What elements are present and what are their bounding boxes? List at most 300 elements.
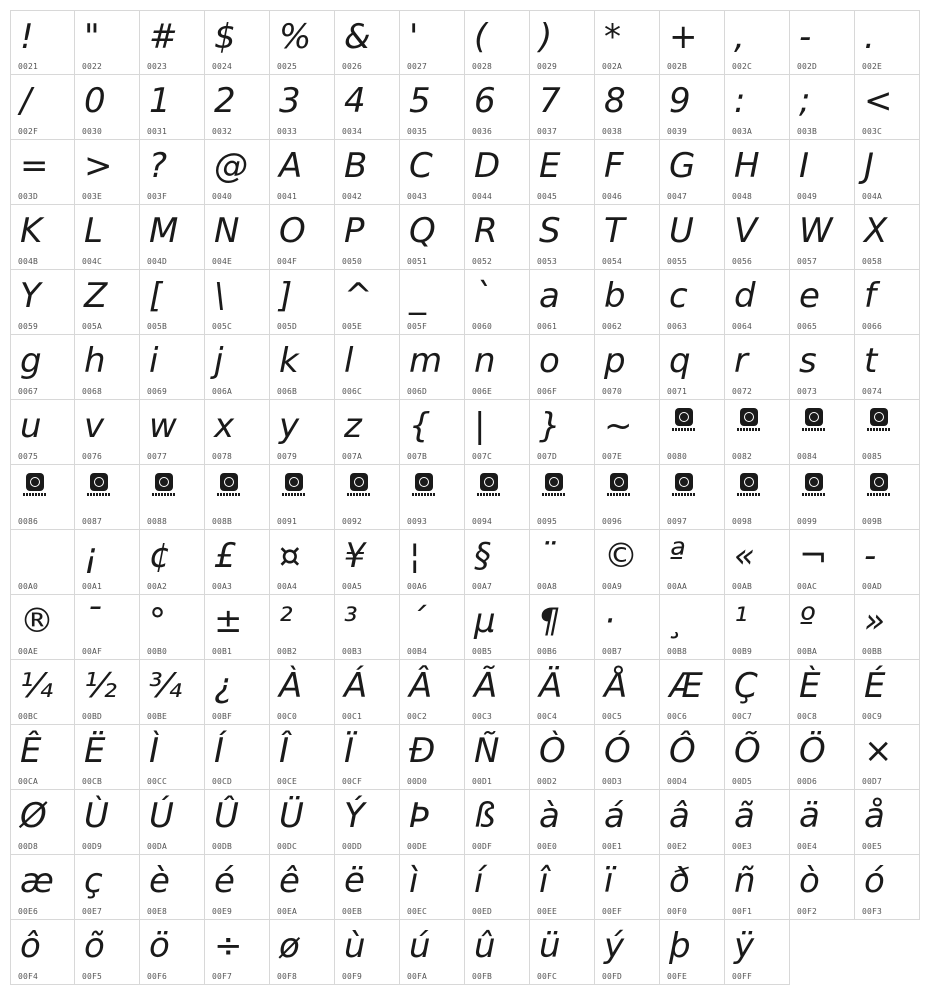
- glyph-codepoint: 00F9: [342, 972, 363, 981]
- glyph-sample: (: [474, 17, 488, 57]
- glyph-cell: [400, 660, 465, 725]
- glyph-cell: [140, 140, 205, 205]
- glyph-cell: [335, 660, 400, 725]
- glyph-codepoint: 00C3: [472, 712, 493, 721]
- glyph-cell: [205, 335, 270, 400]
- glyph-sample: -: [799, 17, 812, 57]
- glyph-sample: \: [214, 276, 226, 316]
- glyph-cell: [140, 75, 205, 140]
- glyph-cell: [270, 400, 335, 465]
- glyph-codepoint: 00C1: [342, 712, 363, 721]
- glyph-cell: [855, 595, 920, 660]
- glyph-cell: [270, 140, 335, 205]
- glyph-sample: µ: [474, 601, 496, 641]
- glyph-cell: [75, 595, 140, 660]
- glyph-codepoint: 006C: [342, 387, 363, 396]
- glyph-cell: [270, 205, 335, 270]
- glyph-cell: [75, 400, 140, 465]
- glyph-cell: [465, 75, 530, 140]
- glyph-codepoint: 0022: [82, 62, 103, 71]
- glyph-codepoint: 003A: [732, 127, 753, 136]
- glyph-codepoint: 004D: [147, 257, 168, 266]
- glyph-sample: m: [409, 341, 443, 381]
- glyph-cell: [10, 75, 75, 140]
- glyph-codepoint: 00B3: [342, 647, 363, 656]
- glyph-sample: @: [214, 146, 248, 186]
- glyph-cell: [10, 790, 75, 855]
- glyph-codepoint: 00D7: [862, 777, 883, 786]
- glyph-cell: [595, 920, 660, 985]
- glyph-cell: [725, 530, 790, 595]
- glyph-codepoint: 00B9: [732, 647, 753, 656]
- glyph-sample: §: [474, 536, 491, 576]
- glyph-cell: [790, 465, 855, 530]
- glyph-codepoint: 0097: [667, 517, 688, 526]
- glyph-sample: ¼: [20, 666, 53, 706]
- fonts4free-logo-icon: [867, 473, 893, 496]
- glyph-codepoint: 0057: [797, 257, 818, 266]
- glyph-codepoint: 002F: [18, 127, 39, 136]
- glyph-codepoint: 0033: [277, 127, 298, 136]
- glyph-codepoint: 002B: [667, 62, 688, 71]
- glyph-cell: [530, 270, 595, 335]
- glyph-cell: [335, 920, 400, 985]
- glyph-codepoint: 0037: [537, 127, 558, 136]
- glyph-cell: [205, 75, 270, 140]
- glyph-cell: [790, 140, 855, 205]
- glyph-codepoint: 00BE: [147, 712, 168, 721]
- glyph-sample: É: [864, 666, 886, 706]
- glyph-codepoint: 00C7: [732, 712, 753, 721]
- glyph-sample: |: [474, 406, 486, 446]
- glyph-cell: [335, 140, 400, 205]
- glyph-sample: 5: [409, 81, 431, 121]
- glyph-sample: ©: [604, 536, 638, 576]
- glyph-sample: #: [149, 17, 178, 57]
- glyph-sample: b: [604, 276, 626, 316]
- glyph-sample: »: [864, 601, 885, 641]
- glyph-sample: Ì: [149, 731, 160, 771]
- glyph-cell: [855, 205, 920, 270]
- glyph-sample: n: [474, 341, 496, 381]
- glyph-sample: a: [539, 276, 560, 316]
- glyph-sample: D: [474, 146, 501, 186]
- glyph-codepoint: 004C: [82, 257, 103, 266]
- glyph-codepoint: 005A: [82, 322, 103, 331]
- glyph-codepoint: 00C6: [667, 712, 688, 721]
- glyph-sample: u: [20, 406, 42, 446]
- glyph-sample: }: [539, 406, 561, 446]
- glyph-cell: [400, 790, 465, 855]
- glyph-cell: [725, 335, 790, 400]
- glyph-codepoint: 0067: [18, 387, 39, 396]
- glyph-codepoint: 00D3: [602, 777, 623, 786]
- glyph-cell: [400, 335, 465, 400]
- glyph-cell: [10, 855, 75, 920]
- fonts4free-logo-icon: [607, 473, 633, 496]
- glyph-cell: [400, 75, 465, 140]
- glyph-cell: [660, 855, 725, 920]
- glyph-codepoint: 00D1: [472, 777, 493, 786]
- glyph-sample: B: [344, 146, 368, 186]
- glyph-sample: Ë: [84, 731, 106, 771]
- glyph-cell: [790, 400, 855, 465]
- glyph-sample: Q: [409, 211, 436, 251]
- glyph-cell: [140, 205, 205, 270]
- fonts4free-logo-icon: [477, 473, 503, 496]
- glyph-cell: [140, 595, 205, 660]
- glyph-codepoint: 00DF: [472, 842, 493, 851]
- glyph-sample: Î: [279, 731, 290, 771]
- glyph-sample: X: [864, 211, 888, 251]
- glyph-cell: [790, 855, 855, 920]
- glyph-cell: [270, 595, 335, 660]
- glyph-sample: e: [799, 276, 820, 316]
- glyph-sample: J: [864, 146, 875, 186]
- glyph-sample: !: [20, 17, 34, 57]
- glyph-cell: [140, 400, 205, 465]
- glyph-cell: [465, 10, 530, 75]
- glyph-cell: [465, 855, 530, 920]
- glyph-cell: [595, 660, 660, 725]
- glyph-cell: [335, 725, 400, 790]
- glyph-cell: [10, 920, 75, 985]
- glyph-sample: ß: [474, 796, 496, 836]
- glyph-sample: ¦: [409, 536, 421, 576]
- glyph-codepoint: 00CE: [277, 777, 298, 786]
- glyph-cell: [660, 920, 725, 985]
- glyph-codepoint: 00AE: [18, 647, 39, 656]
- glyph-codepoint: 00A7: [472, 582, 493, 591]
- glyph-sample: è: [149, 861, 170, 901]
- glyph-cell: [10, 660, 75, 725]
- glyph-codepoint: 0055: [667, 257, 688, 266]
- glyph-codepoint: 002A: [602, 62, 623, 71]
- glyph-cell: [205, 205, 270, 270]
- glyph-cell: [855, 465, 920, 530]
- glyph-codepoint: 0070: [602, 387, 623, 396]
- glyph-codepoint: 00D5: [732, 777, 753, 786]
- fonts4free-logo-icon: [542, 473, 568, 496]
- glyph-cell: [855, 270, 920, 335]
- glyph-cell: [855, 855, 920, 920]
- glyph-cell: [270, 465, 335, 530]
- glyph-codepoint: 008B: [212, 517, 233, 526]
- glyph-sample: Ü: [279, 796, 304, 836]
- glyph-codepoint: 00B1: [212, 647, 233, 656]
- glyph-codepoint: 00EA: [277, 907, 298, 916]
- glyph-sample: á: [604, 796, 625, 836]
- glyph-sample: H: [734, 146, 760, 186]
- glyph-sample: `: [474, 276, 491, 316]
- glyph-sample: h: [84, 341, 106, 381]
- glyph-codepoint: 0056: [732, 257, 753, 266]
- glyph-cell: [660, 75, 725, 140]
- glyph-cell: [530, 530, 595, 595]
- glyph-cell: [855, 335, 920, 400]
- glyph-cell: [465, 140, 530, 205]
- glyph-cell: [10, 465, 75, 530]
- glyph-sample: û: [474, 926, 496, 966]
- glyph-cell: [530, 335, 595, 400]
- glyph-cell: [75, 790, 140, 855]
- glyph-codepoint: 0047: [667, 192, 688, 201]
- glyph-cell: [400, 855, 465, 920]
- glyph-cell: [595, 595, 660, 660]
- glyph-codepoint: 0030: [82, 127, 103, 136]
- glyph-codepoint: 0025: [277, 62, 298, 71]
- glyph-codepoint: 00BF: [212, 712, 233, 721]
- glyph-sample: Õ: [734, 731, 761, 771]
- glyph-cell: [335, 270, 400, 335]
- glyph-cell: [530, 660, 595, 725]
- glyph-sample: y: [279, 406, 300, 446]
- glyph-sample: R: [474, 211, 498, 251]
- glyph-codepoint: 00D0: [407, 777, 428, 786]
- glyph-codepoint: 00C2: [407, 712, 428, 721]
- glyph-cell: [465, 725, 530, 790]
- glyph-codepoint: 00DC: [277, 842, 298, 851]
- glyph-cell: [855, 10, 920, 75]
- glyph-sample: C: [409, 146, 433, 186]
- glyph-sample: x: [214, 406, 235, 446]
- glyph-sample: Ø: [20, 796, 47, 836]
- glyph-sample: t: [864, 341, 878, 381]
- glyph-codepoint: 00A0: [18, 582, 39, 591]
- glyph-codepoint: 00BD: [82, 712, 103, 721]
- glyph-codepoint: 0021: [18, 62, 39, 71]
- glyph-codepoint: 0038: [602, 127, 623, 136]
- glyph-cell: [855, 790, 920, 855]
- glyph-codepoint: 00FF: [732, 972, 753, 981]
- glyph-sample: Å: [604, 666, 628, 706]
- glyph-sample: ,: [734, 17, 745, 57]
- glyph-codepoint: 00E8: [147, 907, 168, 916]
- glyph-codepoint: 00EF: [602, 907, 623, 916]
- glyph-sample: â: [669, 796, 690, 836]
- glyph-codepoint: 0063: [667, 322, 688, 331]
- glyph-cell: [595, 205, 660, 270]
- glyph-cell: [270, 725, 335, 790]
- glyph-cell: [75, 270, 140, 335]
- glyph-codepoint: 0085: [862, 452, 883, 461]
- glyph-sample: d: [734, 276, 756, 316]
- glyph-codepoint: 003E: [82, 192, 103, 201]
- glyph-codepoint: 007B: [407, 452, 428, 461]
- glyph-sample: Á: [344, 666, 368, 706]
- glyph-cell: [335, 855, 400, 920]
- glyph-cell: [725, 205, 790, 270]
- glyph-sample: õ: [84, 926, 105, 966]
- glyph-cell: [660, 270, 725, 335]
- glyph-cell: [595, 75, 660, 140]
- glyph-codepoint: 00CF: [342, 777, 363, 786]
- glyph-cell: [725, 920, 790, 985]
- glyph-codepoint: 006D: [407, 387, 428, 396]
- glyph-codepoint: 00B6: [537, 647, 558, 656]
- glyph-codepoint: 0086: [18, 517, 39, 526]
- glyph-cell: [790, 10, 855, 75]
- glyph-codepoint: 00F2: [797, 907, 818, 916]
- glyph-cell: [270, 530, 335, 595]
- glyph-codepoint: 00AA: [667, 582, 688, 591]
- glyph-cell: [465, 335, 530, 400]
- glyph-codepoint: 0093: [407, 517, 428, 526]
- glyph-sample: Ö: [799, 731, 826, 771]
- glyph-codepoint: 00DA: [147, 842, 168, 851]
- glyph-codepoint: 00B7: [602, 647, 623, 656]
- glyph-sample: c: [669, 276, 688, 316]
- glyph-codepoint: 0054: [602, 257, 623, 266]
- glyph-codepoint: 0065: [797, 322, 818, 331]
- glyph-cell: [400, 10, 465, 75]
- glyph-codepoint: 0064: [732, 322, 753, 331]
- glyph-sample: F: [604, 146, 624, 186]
- glyph-codepoint: 004B: [18, 257, 39, 266]
- glyph-sample: w: [149, 406, 177, 446]
- glyph-cell: [660, 725, 725, 790]
- glyph-sample: æ: [20, 861, 54, 901]
- glyph-codepoint: 0061: [537, 322, 558, 331]
- glyph-sample: U: [669, 211, 694, 251]
- glyph-sample: ]: [279, 276, 293, 316]
- glyph-codepoint: 0075: [18, 452, 39, 461]
- glyph-sample: l: [344, 341, 354, 381]
- glyph-cell: [725, 140, 790, 205]
- glyph-sample: ÷: [214, 926, 243, 966]
- glyph-cell: [205, 400, 270, 465]
- glyph-sample: o: [539, 341, 560, 381]
- glyph-codepoint: 0048: [732, 192, 753, 201]
- glyph-sample: ': [409, 17, 419, 57]
- glyph-sample: í: [474, 861, 484, 901]
- glyph-sample: ù: [344, 926, 366, 966]
- glyph-codepoint: 004F: [277, 257, 298, 266]
- glyph-cell: [400, 530, 465, 595]
- glyph-cell: [400, 920, 465, 985]
- glyph-cell: [530, 465, 595, 530]
- glyph-codepoint: 007E: [602, 452, 623, 461]
- glyph-cell: [10, 10, 75, 75]
- glyph-codepoint: 00A6: [407, 582, 428, 591]
- glyph-codepoint: 0058: [862, 257, 883, 266]
- glyph-codepoint: 0071: [667, 387, 688, 396]
- glyph-codepoint: 003C: [862, 127, 883, 136]
- glyph-sample: ×: [864, 731, 893, 771]
- glyph-sample: ¯: [84, 601, 101, 641]
- glyph-sample: j: [214, 341, 224, 381]
- glyph-codepoint: 00E0: [537, 842, 558, 851]
- glyph-sample: ): [539, 17, 553, 57]
- glyph-cell: [595, 725, 660, 790]
- glyph-codepoint: 006E: [472, 387, 493, 396]
- glyph-sample: q: [669, 341, 691, 381]
- glyph-cell: [140, 10, 205, 75]
- glyph-sample: G: [669, 146, 696, 186]
- glyph-sample: ô: [20, 926, 41, 966]
- glyph-cell: [75, 530, 140, 595]
- fonts4free-logo-icon: [867, 408, 893, 431]
- glyph-cell: [660, 10, 725, 75]
- glyph-sample: A: [279, 146, 303, 186]
- glyph-codepoint: 0027: [407, 62, 428, 71]
- glyph-cell: [530, 400, 595, 465]
- glyph-cell: [75, 660, 140, 725]
- glyph-cell: [595, 10, 660, 75]
- glyph-codepoint: 0094: [472, 517, 493, 526]
- glyph-cell: [595, 855, 660, 920]
- glyph-cell: [270, 75, 335, 140]
- glyph-codepoint: 0084: [797, 452, 818, 461]
- glyph-codepoint: 003D: [18, 192, 39, 201]
- fonts4free-logo-icon: [217, 473, 243, 496]
- glyph-grid: [10, 10, 920, 985]
- fonts4free-logo-icon: [802, 473, 828, 496]
- glyph-sample: Ù: [84, 796, 109, 836]
- glyph-codepoint: 00A8: [537, 582, 558, 591]
- glyph-codepoint: 00BC: [18, 712, 39, 721]
- glyph-sample: W: [799, 211, 833, 251]
- glyph-sample: Ã: [474, 666, 498, 706]
- glyph-cell: [75, 725, 140, 790]
- glyph-codepoint: 00E4: [797, 842, 818, 851]
- glyph-cell: [335, 530, 400, 595]
- fonts4free-logo-icon: [23, 473, 49, 496]
- glyph-sample: K: [20, 211, 43, 251]
- glyph-sample: é: [214, 861, 235, 901]
- glyph-sample: z: [344, 406, 362, 446]
- glyph-sample: «: [734, 536, 755, 576]
- glyph-codepoint: 00C8: [797, 712, 818, 721]
- glyph-sample: S: [539, 211, 561, 251]
- glyph-cell: [530, 10, 595, 75]
- glyph-codepoint: 0078: [212, 452, 233, 461]
- glyph-codepoint: 005B: [147, 322, 168, 331]
- glyph-sample: f: [864, 276, 876, 316]
- glyph-sample: ¶: [539, 601, 561, 641]
- glyph-cell: [790, 660, 855, 725]
- glyph-cell: [855, 530, 920, 595]
- glyph-sample: ±: [214, 601, 243, 641]
- glyph-codepoint: 00AB: [732, 582, 753, 591]
- glyph-codepoint: 009B: [862, 517, 883, 526]
- glyph-cell: [530, 595, 595, 660]
- glyph-sample: ³: [344, 601, 358, 641]
- glyph-codepoint: 0095: [537, 517, 558, 526]
- glyph-cell: [270, 335, 335, 400]
- glyph-cell: [465, 270, 530, 335]
- glyph-sample: È: [799, 666, 821, 706]
- glyph-cell: [335, 595, 400, 660]
- glyph-codepoint: 0077: [147, 452, 168, 461]
- glyph-cell: [205, 920, 270, 985]
- glyph-sample: 1: [149, 81, 171, 121]
- glyph-sample: ý: [604, 926, 625, 966]
- glyph-codepoint: 00A3: [212, 582, 233, 591]
- glyph-codepoint: 00FE: [667, 972, 688, 981]
- glyph-cell: [530, 75, 595, 140]
- glyph-sample: Ê: [20, 731, 42, 771]
- glyph-codepoint: 0031: [147, 127, 168, 136]
- glyph-cell: [205, 660, 270, 725]
- glyph-sample: 2: [214, 81, 236, 121]
- glyph-codepoint: 00FC: [537, 972, 558, 981]
- glyph-cell: [660, 595, 725, 660]
- glyph-sample: ;: [799, 81, 811, 121]
- glyph-cell: [790, 725, 855, 790]
- glyph-codepoint: 0035: [407, 127, 428, 136]
- glyph-cell: [335, 10, 400, 75]
